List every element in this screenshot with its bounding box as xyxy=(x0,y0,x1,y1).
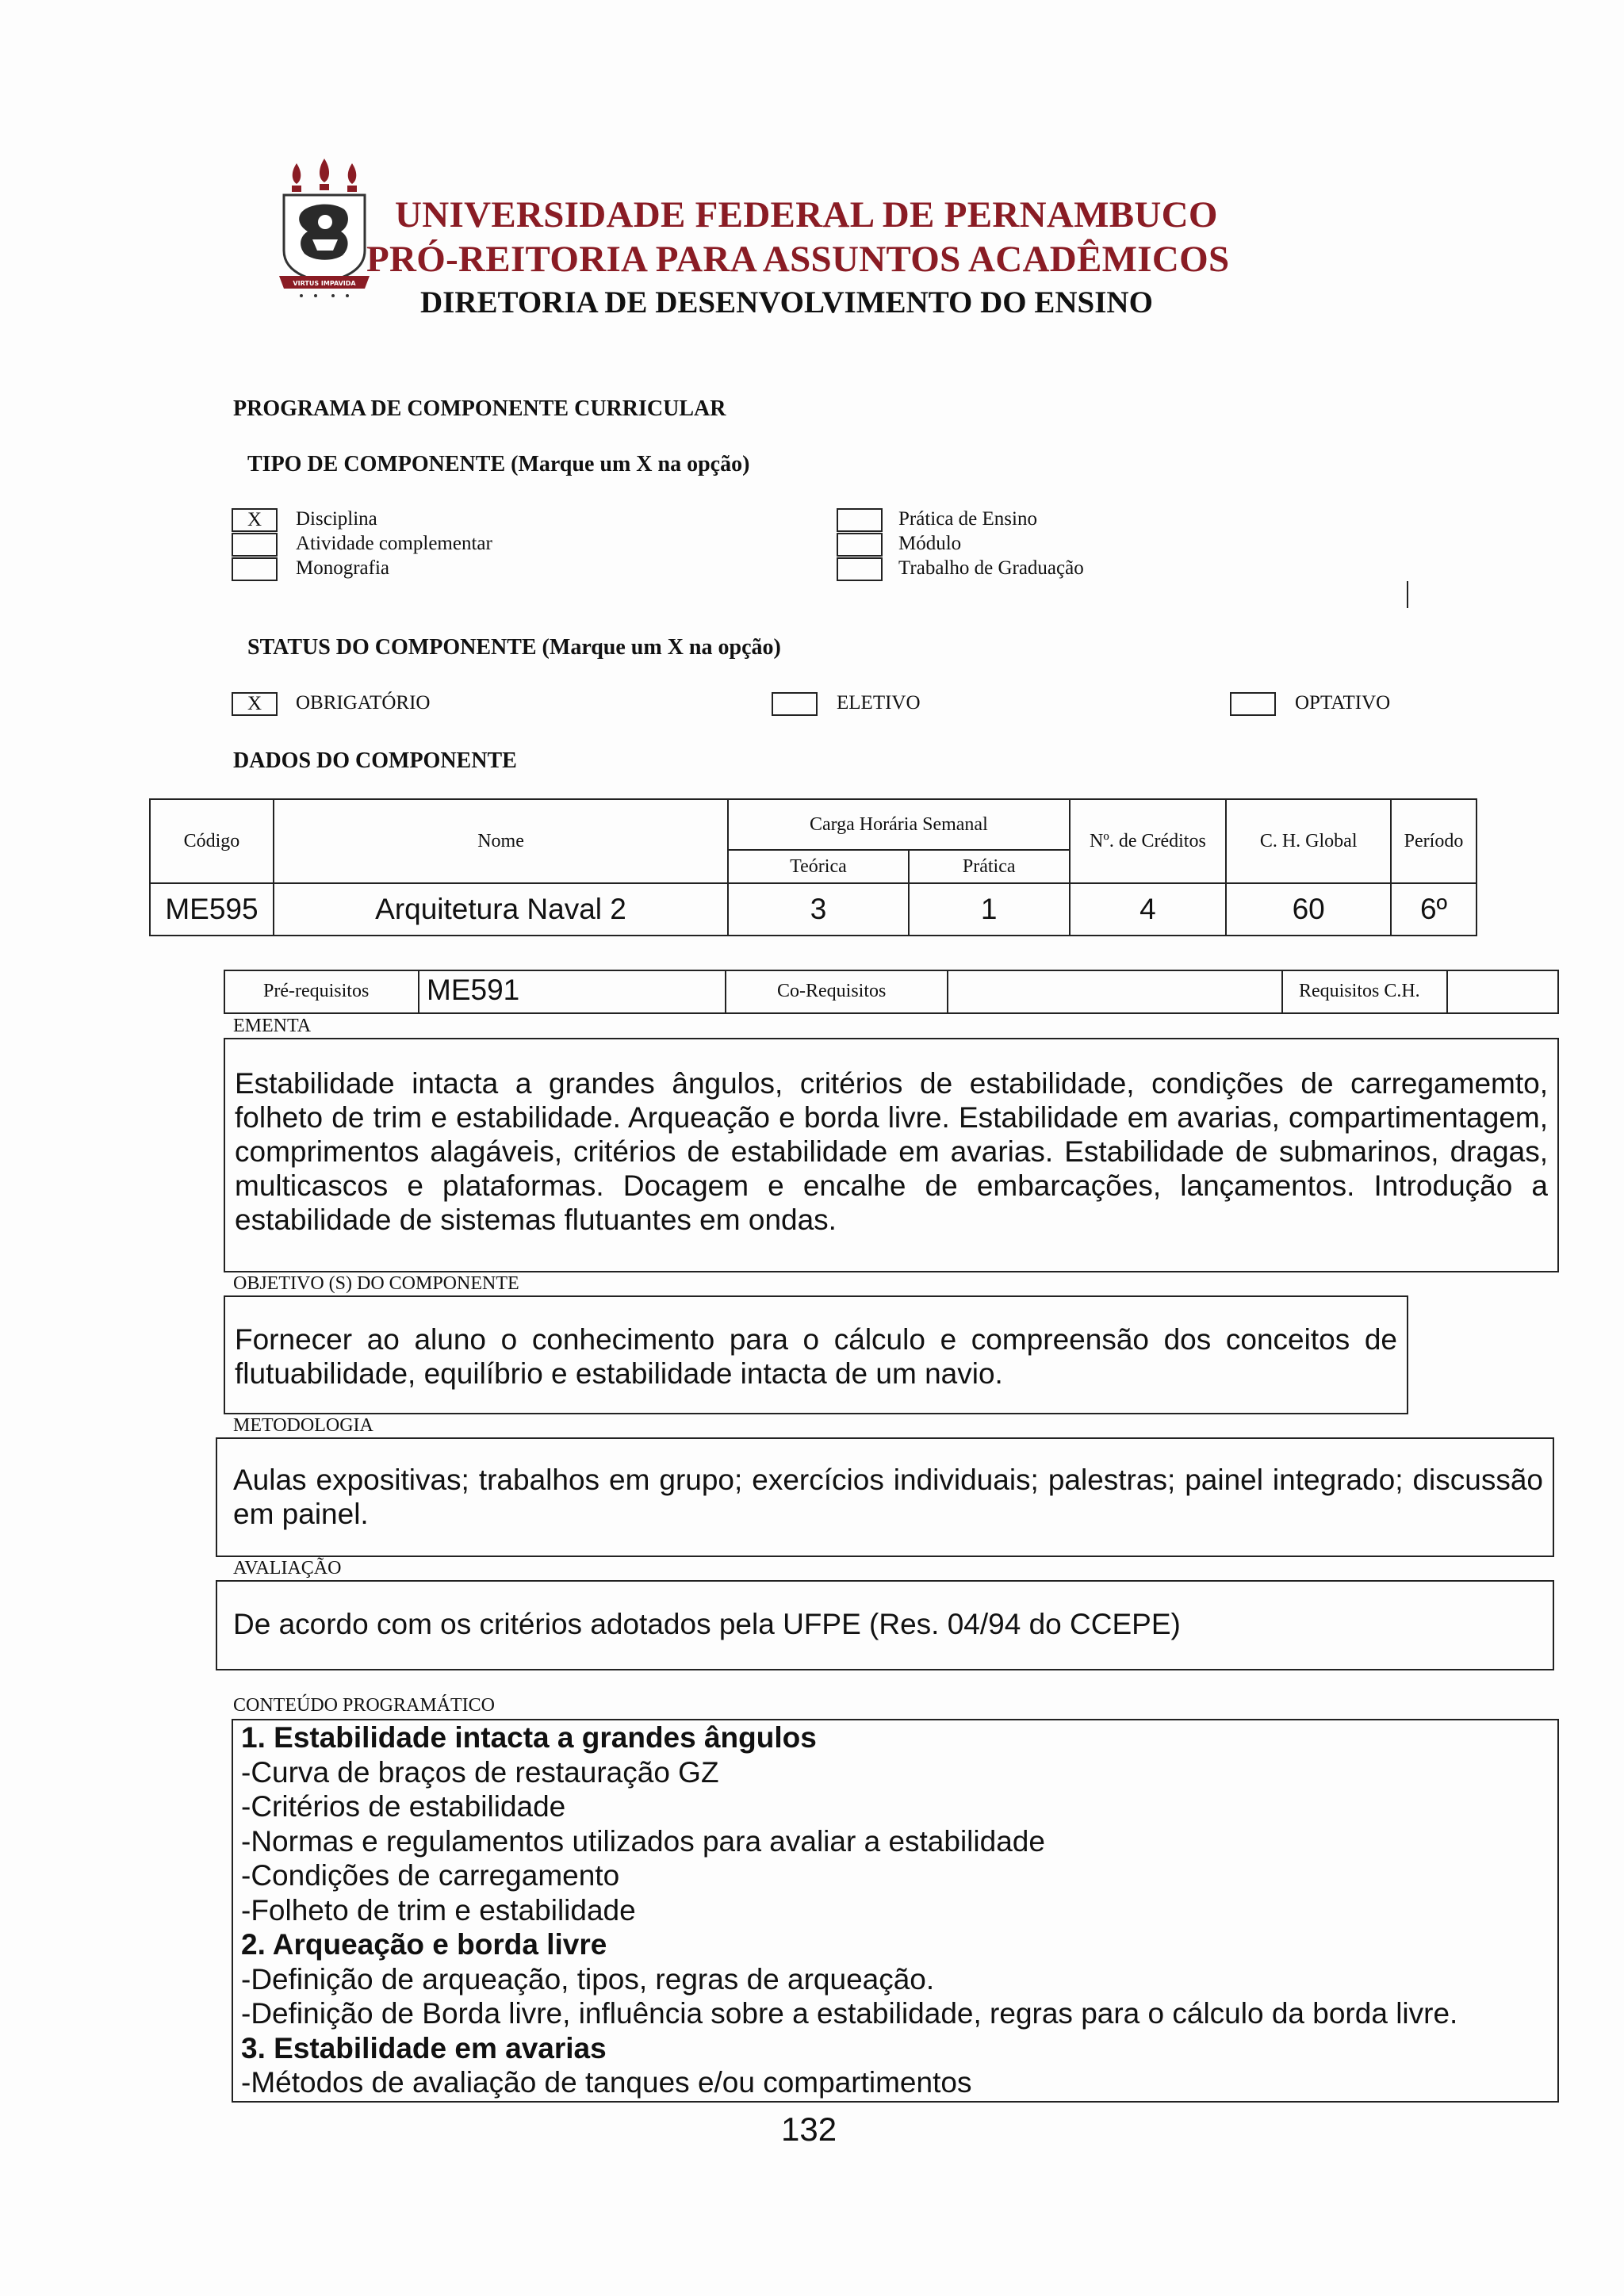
diretoria-name: DIRETORIA DE DESENVOLVIMENTO DO ENSINO xyxy=(420,285,1153,320)
objetivo-box xyxy=(224,1295,1408,1414)
checkbox-optativo[interactable] xyxy=(1230,692,1276,716)
table-row xyxy=(150,883,1477,936)
header-codigo: Código xyxy=(150,799,274,883)
list-item: 3. Estabilidade em avarias xyxy=(241,2031,607,2064)
tipo-title: TIPO DE COMPONENTE (Marque um X na opção) xyxy=(247,452,750,476)
value-pratica: 1 xyxy=(909,883,1070,936)
ementa-box xyxy=(224,1038,1559,1272)
label-modulo: Módulo xyxy=(898,533,962,554)
header-pratica: Prática xyxy=(909,850,1070,883)
label-obrigatorio: OBRIGATÓRIO xyxy=(296,692,431,714)
list-item: -Folheto de trim e estabilidade xyxy=(241,1893,636,1927)
list-item: 1. Estabilidade intacta a grandes ângulos xyxy=(241,1721,817,1754)
conteudo-box xyxy=(232,1719,1559,2103)
checkbox-monografia[interactable] xyxy=(232,557,278,581)
list-item: -Métodos de avaliação de tanques e/ou compartimentos xyxy=(241,2066,972,2099)
list-item: -Normas e regulamentos utilizados para avaliar a estabilidade xyxy=(241,1824,1045,1858)
metodologia-label: METODOLOGIA xyxy=(233,1415,373,1436)
list-item: -Critérios de estabilidade xyxy=(241,1790,566,1823)
checkbox-eletivo[interactable] xyxy=(772,692,818,716)
checkbox-obrigatorio[interactable]: X xyxy=(232,692,278,716)
ementa-text: Estabilidade intacta a grandes ângulos, critérios de estabilidade, condições de carregamemto, folheto de trim e estabilidade. Arqueação e borda livre. Estabilidade em avarias, compartimentagem, comprimentos alagáveis, critérios de estabilidade em avarias. Estabilidade de submarinos, dragas, multicascos e plataformas. Docagem e encalhe de embarcações, lançamentos. Introdução a estabilidade de sistemas flutuantes em ondas. xyxy=(235,1067,1548,1236)
ufpe-logo xyxy=(278,157,371,300)
label-eletivo: ELETIVO xyxy=(837,692,921,714)
checkbox-pratica-de-ensino[interactable] xyxy=(837,508,883,532)
metodologia-box xyxy=(216,1437,1554,1557)
checkbox-disciplina[interactable]: X xyxy=(232,508,278,532)
avaliacao-text: De acordo com os critérios adotados pela UFPE (Res. 04/94 do CCEPE) xyxy=(233,1608,1181,1640)
label-pratica-de-ensino: Prática de Ensino xyxy=(898,508,1037,530)
label-monografia: Monografia xyxy=(296,557,390,579)
checkbox-modulo[interactable] xyxy=(837,533,883,557)
list-item: 2. Arqueação e borda livre xyxy=(241,1928,607,1961)
conteudo-list xyxy=(241,1720,1457,2100)
label-trabalho-de-graduacao: Trabalho de Graduação xyxy=(898,557,1084,579)
university-name: UNIVERSIDADE FEDERAL DE PERNAMBUCO xyxy=(395,194,1218,235)
requisitos-row xyxy=(224,970,1559,1014)
ementa-label: EMENTA xyxy=(233,1016,312,1036)
requisitos-ch-label: Requisitos C.H. xyxy=(1299,981,1420,1001)
proreitoria-name: PRÓ-REITORIA PARA ASSUNTOS ACADÊMICOS xyxy=(366,239,1230,280)
program-title: PROGRAMA DE COMPONENTE CURRICULAR xyxy=(233,396,726,421)
pre-requisitos-label: Pré-requisitos xyxy=(263,981,370,1001)
pre-requisitos-value: ME591 xyxy=(427,974,520,1006)
header-periodo: Período xyxy=(1391,799,1477,883)
value-nome: Arquitetura Naval 2 xyxy=(274,883,728,936)
logo-motto: VIRTUS IMPAVIDA xyxy=(293,280,356,287)
list-item: -Definição de Borda livre, influência sobre a estabilidade, regras para o cálculo da borda livre. xyxy=(241,1997,1458,2030)
dados-title: DADOS DO COMPONENTE xyxy=(233,748,517,773)
label-atividade-complementar: Atividade complementar xyxy=(296,533,492,554)
list-item: -Definição de arqueação, tipos, regras de arqueação. xyxy=(241,1962,935,1996)
header-teorica: Teórica xyxy=(728,850,909,883)
objetivo-text: Fornecer ao aluno o conhecimento para o cálculo e compreensão dos conceitos de flutuabilidade, equilíbrio e estabilidade intacta de um navio. xyxy=(235,1323,1397,1390)
value-teorica: 3 xyxy=(728,883,909,936)
value-periodo: 6º xyxy=(1391,883,1477,936)
checkbox-atividade-complementar[interactable] xyxy=(232,533,278,557)
conteudo-label: CONTEÚDO PROGRAMÁTICO xyxy=(233,1695,496,1716)
value-codigo: ME595 xyxy=(150,883,274,936)
status-title: STATUS DO COMPONENTE (Marque um X na opção) xyxy=(247,635,781,660)
text-cursor-mark xyxy=(1407,581,1408,608)
co-requisitos-label: Co-Requisitos xyxy=(777,981,887,1001)
page-number: 132 xyxy=(781,2110,837,2148)
label-disciplina: Disciplina xyxy=(296,508,377,530)
header-carga-horaria: Carga Horária Semanal xyxy=(728,799,1069,850)
avaliacao-box xyxy=(216,1580,1554,1670)
checkbox-trabalho-de-graduacao[interactable] xyxy=(837,557,883,581)
value-creditos: 4 xyxy=(1070,883,1227,936)
header-ch-global: C. H. Global xyxy=(1226,799,1391,883)
header-creditos: Nº. de Créditos xyxy=(1070,799,1227,883)
value-ch-global: 60 xyxy=(1226,883,1391,936)
metodologia-text: Aulas expositivas; trabalhos em grupo; exercícios individuais; palestras; painel integrado; discussão em painel. xyxy=(233,1464,1543,1530)
header-nome: Nome xyxy=(274,799,728,883)
list-item: -Condições de carregamento xyxy=(241,1859,620,1892)
objetivo-label: OBJETIVO (S) DO COMPONENTE xyxy=(233,1273,519,1294)
label-optativo: OPTATIVO xyxy=(1295,692,1391,714)
list-item: -Curva de braços de restauração GZ xyxy=(241,1755,719,1789)
avaliacao-label: AVALIAÇÃO xyxy=(233,1558,342,1578)
dados-table xyxy=(149,798,1477,936)
